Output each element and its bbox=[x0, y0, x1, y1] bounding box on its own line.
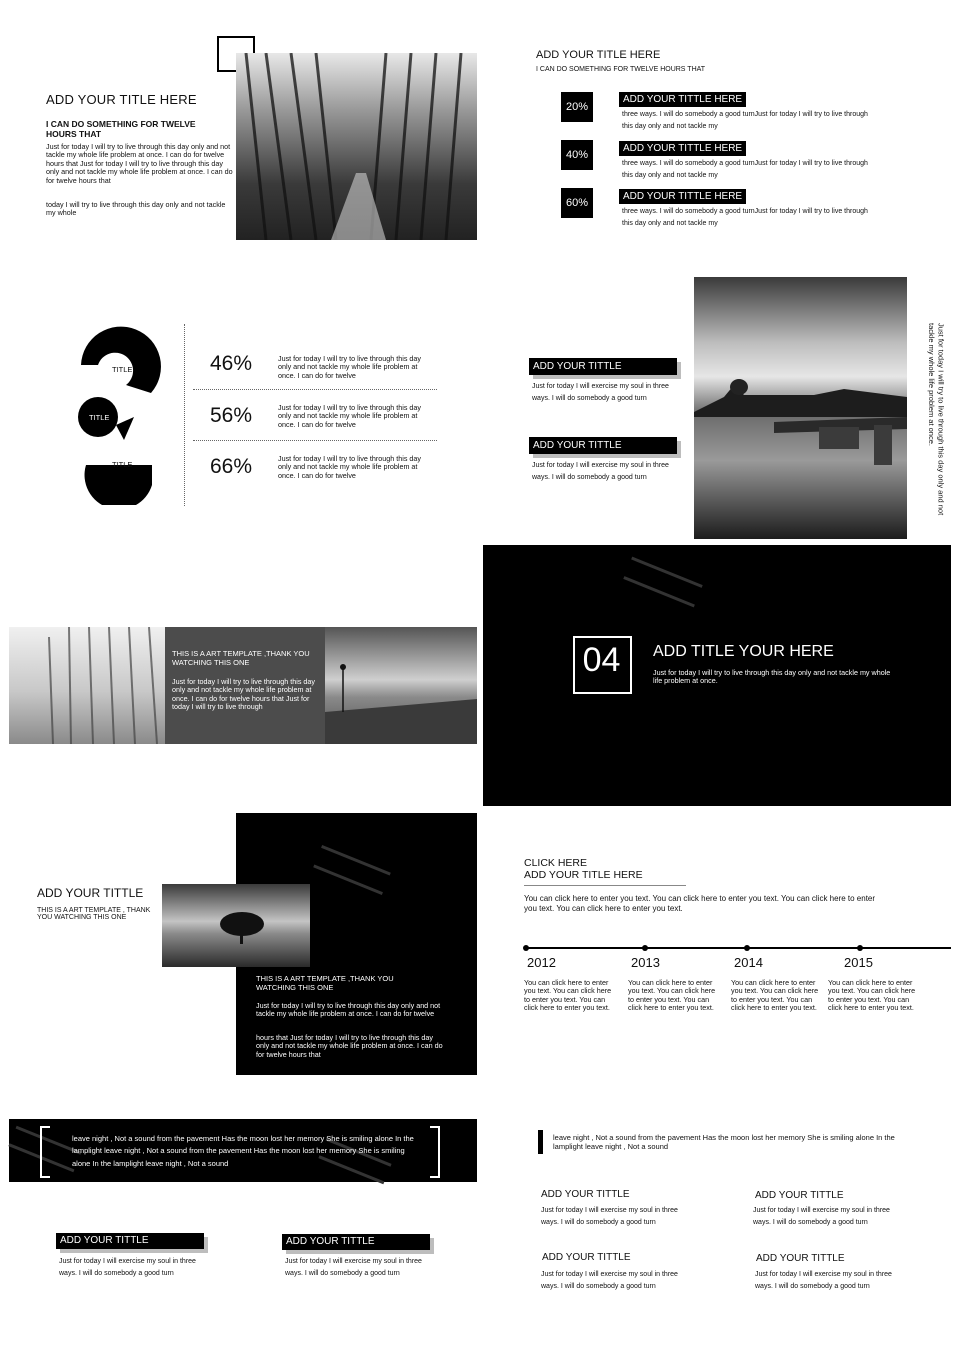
quote-text: leave night , Not a sound from the pavement Has the moon lost her memory She is smiling alone In the lamplight leave night , Not a sound bbox=[553, 1133, 895, 1152]
timeline-text: You can click here to enter you text. You can click here to enter you text. You can click here to enter you text. bbox=[628, 978, 716, 1013]
block-text: Just for today I will exercise my soul in three ways. I will do somebody a good turn bbox=[753, 1207, 890, 1226]
bracket-right bbox=[430, 1126, 440, 1178]
section-number: 04 bbox=[582, 641, 621, 679]
block-label: ADD YOUR TITTLE bbox=[56, 1233, 204, 1249]
timeline-year: 2015 bbox=[844, 955, 873, 970]
timeline-year: 2014 bbox=[734, 955, 763, 970]
slide2-title: ADD YOUR TITLE HERE bbox=[536, 49, 661, 61]
timeline-text: You can click here to enter you text. You can click here to enter you text. You can click here to enter you text. bbox=[828, 978, 916, 1013]
timeline-dot bbox=[523, 945, 529, 951]
slide7-title: ADD YOUR TITTLE bbox=[37, 886, 144, 900]
block-text: Just for today I will exercise my soul in three ways. I will do somebody a good turn bbox=[532, 462, 669, 481]
percent-text: Just for today I will try to live through this day only and not tackle my whole life problem at once. I can do for twelve bbox=[278, 354, 422, 380]
title-underline bbox=[524, 885, 686, 886]
pie-label: TITLE bbox=[89, 413, 110, 422]
slide8-title-line1: CLICK HERE bbox=[524, 857, 588, 869]
timeline-dot bbox=[642, 945, 648, 951]
seaside-lamp-photo bbox=[325, 627, 477, 744]
slide8-intro: You can click here to enter you text. You can click here to enter you text. You can click here to enter you text. You can click here to enter you text. bbox=[524, 894, 876, 913]
block-text: Just for today I will exercise my soul in three ways. I will do somebody a good turn bbox=[59, 1258, 196, 1277]
section-title: ADD TITLE YOUR HERE bbox=[653, 643, 834, 660]
item-text: three ways. I will do somebody a good turnJust for today I will try to live through this day only and not tackle my bbox=[622, 208, 868, 227]
block-title: ADD YOUR TITTLE bbox=[542, 1252, 631, 1263]
bridge-city-photo bbox=[694, 277, 907, 539]
item-label: ADD YOUR TITTLE HERE bbox=[619, 92, 746, 107]
block-text: Just for today I will exercise my soul in three ways. I will do somebody a good turn bbox=[532, 383, 669, 402]
percent-value: 66% bbox=[210, 455, 253, 478]
slide8-title-line2: ADD YOUR TITLE HERE bbox=[524, 869, 643, 881]
item-label: ADD YOUR TITTLE HERE bbox=[619, 189, 746, 204]
percent-text: Just for today I will try to live through this day only and not tackle my whole life problem at once. I can do for twelve bbox=[278, 454, 422, 480]
timeline-year: 2012 bbox=[527, 955, 556, 970]
block-text: Just for today I will exercise my soul in three ways. I will do somebody a good turn bbox=[541, 1271, 678, 1290]
quote-marker bbox=[538, 1130, 543, 1154]
bracket-left bbox=[40, 1126, 50, 1178]
percent-value: 56% bbox=[210, 404, 253, 427]
pct-box: 40% bbox=[561, 140, 593, 170]
timeline-dot bbox=[857, 945, 863, 951]
pct-box: 20% bbox=[561, 92, 593, 122]
lone-tree-photo bbox=[162, 884, 310, 967]
timeline-text: You can click here to enter you text. You can click here to enter you text. You can click here to enter you text. bbox=[524, 978, 612, 1013]
pct-box: 60% bbox=[561, 188, 593, 218]
winter-trees-photo bbox=[9, 627, 165, 744]
panel-heading: THIS IS A ART TEMPLATE ,THANK YOU WATCHING THIS ONE bbox=[172, 649, 310, 667]
slide7-subtitle: THIS IS A ART TEMPLATE , THANK YOU WATCHING THIS ONE bbox=[37, 907, 151, 921]
item-label: ADD YOUR TITTLE HERE bbox=[619, 141, 746, 156]
bamboo-forest-photo bbox=[236, 53, 477, 240]
slide1-body: Just for today I will try to live through this day only and not tackle my whole life problem at once. I can do for twelve hours that Just for today I will try to live through this day only and not tackle my whole life problem at once. I can do for twelve hours that bbox=[46, 142, 233, 185]
block-text: Just for today I will exercise my soul in three ways. I will do somebody a good turn bbox=[541, 1207, 678, 1226]
block-text: Just for today I will exercise my soul in three ways. I will do somebody a good turn bbox=[755, 1271, 892, 1290]
percent-text: Just for today I will try to live through this day only and not tackle my whole life problem at once. I can do for twelve bbox=[278, 403, 422, 429]
pie-label: TITLE bbox=[112, 460, 133, 469]
quote-text: leave night , Not a sound from the pavement Has the moon lost her memory She is smiling alone In the lamplight leave night , Not a sound from the pavement Has the moon lost her memory She is smiling alone In the lamplight leave night , Not a sound bbox=[72, 1134, 414, 1168]
slide2-subtitle: I CAN DO SOMETHING FOR TWELVE HOURS THAT bbox=[536, 66, 706, 73]
block-label: ADD YOUR TITTLE bbox=[282, 1234, 430, 1250]
panel-body-2: hours that Just for today I will try to live through this day only and not tackle my whole life problem at once. I can do for twelve hours that bbox=[256, 1033, 443, 1059]
dotted-divider bbox=[193, 389, 437, 390]
percent-value: 46% bbox=[210, 352, 253, 375]
dotted-divider bbox=[193, 440, 437, 441]
timeline-dot bbox=[744, 945, 750, 951]
panel-heading: THIS IS A ART TEMPLATE ,THANK YOU WATCHING THIS ONE bbox=[256, 974, 394, 992]
block-title: ADD YOUR TITTLE bbox=[756, 1253, 845, 1264]
block-text: Just for today I will exercise my soul in three ways. I will do somebody a good turn bbox=[285, 1258, 422, 1277]
block-title: ADD YOUR TITTLE bbox=[541, 1189, 630, 1200]
block-title: ADD YOUR TITTLE bbox=[755, 1190, 844, 1201]
dotted-divider-vertical bbox=[184, 324, 185, 506]
timeline-text: You can click here to enter you text. You can click here to enter you text. You can click here to enter you text. bbox=[731, 978, 819, 1013]
timeline-line bbox=[526, 947, 951, 949]
section-body: Just for today I will try to live through this day only and not tackle my whole life problem at once. bbox=[653, 668, 891, 686]
pie-label: TITLE bbox=[112, 365, 133, 374]
slide1-title: ADD YOUR TITLE HERE bbox=[46, 92, 197, 107]
item-text: three ways. I will do somebody a good turnJust for today I will try to live through this day only and not tackle my bbox=[622, 111, 868, 130]
block-label: ADD YOUR TITTLE bbox=[529, 358, 677, 375]
vertical-caption: Just for today I will try to live through this day only and not tackle my whole life problem at once. bbox=[926, 323, 946, 516]
slide1-subtitle: I CAN DO SOMETHING FOR TWELVE HOURS THAT bbox=[46, 119, 196, 139]
timeline-year: 2013 bbox=[631, 955, 660, 970]
slide1-body-2: today I will try to live through this day only and not tackle my whole bbox=[46, 200, 226, 218]
panel-body: Just for today I will try to live through this day only and not tackle my whole life problem at once. I can do for twelve hours that Just for today I will try to live through bbox=[172, 677, 316, 712]
block-label: ADD YOUR TITTLE bbox=[529, 437, 677, 454]
panel-body: Just for today I will try to live through this day only and not tackle my whole life problem at once. I can do for twelve bbox=[256, 1001, 441, 1019]
item-text: three ways. I will do somebody a good turnJust for today I will try to live through this day only and not tackle my bbox=[622, 160, 868, 179]
